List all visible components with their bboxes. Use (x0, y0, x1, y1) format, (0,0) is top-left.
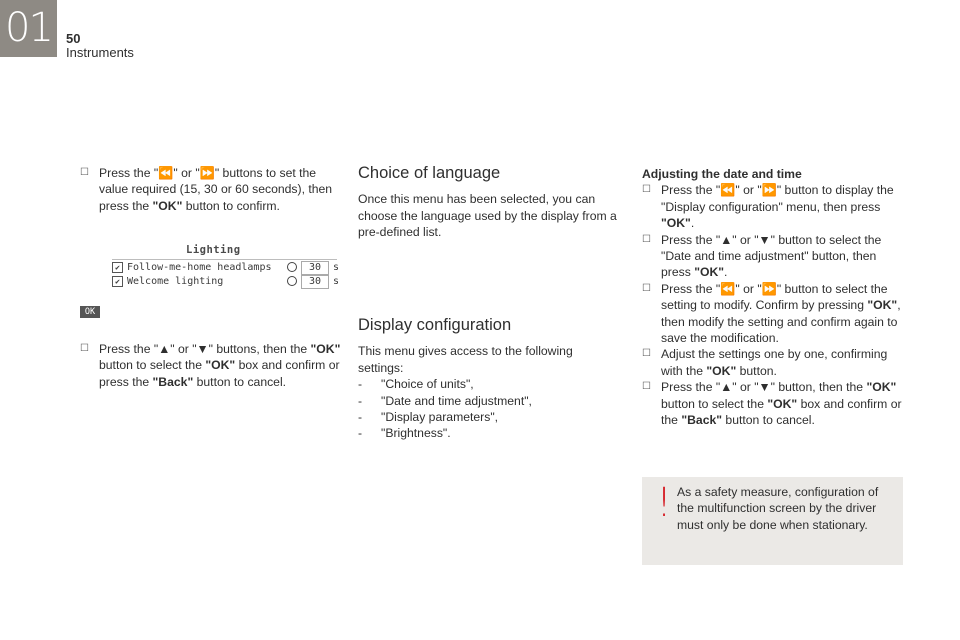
seek-right-icon: ⏩ (761, 281, 777, 296)
up-arrow-icon: ▲ (720, 232, 733, 247)
list-item: ☐ Press the "▲" or "▼" button, then the "OK" button to select the "OK" box and confirm or the "Back" button to cancel. (642, 380, 902, 428)
warning-text: As a safety measure, configuration of the multifunction screen by the driver must only be done when stationary. (677, 485, 879, 532)
screen-title: Lighting (186, 244, 241, 257)
display-configuration-heading: Display configuration (358, 316, 512, 334)
date-time-heading: Adjusting the date and time (642, 167, 802, 181)
row-label: Welcome lighting (127, 276, 224, 288)
bullet-icon: ☐ (642, 381, 651, 393)
seek-left-icon: ⏪ (720, 183, 736, 198)
list-item: - "Display parameters", (358, 410, 499, 425)
up-arrow-icon: ▲ (158, 342, 171, 356)
row-value: 30 (301, 275, 329, 289)
up-arrow-icon: ▲ (720, 380, 733, 395)
seek-right-icon: ⏩ (199, 166, 215, 180)
step-set-duration: ☐ Press the "⏪" or "⏩" buttons to set the value required (15, 30 or 60 seconds), then press the "OK" button to confirm. (80, 166, 333, 213)
column-2 (358, 165, 620, 241)
checkbox-checked-icon: ✔ (112, 276, 123, 287)
chapter-tab: 01 (0, 0, 57, 57)
bullet-icon: ☐ (642, 184, 651, 196)
checkbox-checked-icon: ✔ (112, 262, 123, 273)
clock-icon (287, 262, 297, 272)
screen-row (112, 259, 340, 275)
list-item: - "Brightness". (358, 426, 451, 441)
page-number: 50 (66, 31, 81, 46)
screen-ok-button: OK (80, 306, 100, 318)
bullet-icon: ☐ (642, 233, 651, 245)
list-item: ☐ Press the "⏪" or "⏩" button to select the setting to modify. Confirm by pressing "OK", then modify the setting and confirm again to save the modification. (642, 281, 901, 346)
row-value: 30 (301, 261, 329, 275)
down-arrow-icon: ▼ (758, 232, 771, 247)
list-item: ☐ Adjust the settings one by one, confirming with the "OK" button. (642, 347, 888, 378)
clock-icon (287, 276, 297, 286)
row-unit: s (333, 276, 340, 288)
list-item: - "Date and time adjustment", (358, 393, 532, 408)
section-title: Instruments (66, 45, 134, 60)
choice-of-language-text: Once this menu has been selected, you can choose the language used by the display from a pre-defined list. (358, 192, 617, 240)
list-item: - "Choice of units", (358, 377, 474, 392)
seek-left-icon: ⏪ (158, 166, 174, 180)
bullet-icon: ☐ (80, 343, 89, 354)
step-confirm: ☐ Press the "▲" or "▼" buttons, then the "OK" button to select the "OK" box and confirm or press the "Back" button to cancel. (80, 342, 341, 389)
down-arrow-icon: ▼ (758, 380, 771, 395)
row-unit: s (333, 262, 340, 274)
seek-right-icon: ⏩ (761, 183, 777, 198)
display-configuration-section (358, 317, 620, 442)
down-arrow-icon: ▼ (196, 342, 209, 356)
list-item: ☐ Press the "▲" or "▼" button to select the "Date and time adjustment" button, then press "OK". (642, 232, 882, 280)
seek-left-icon: ⏪ (720, 281, 736, 296)
screen-row (112, 274, 340, 289)
list-item: ☐ Press the "⏪" or "⏩" button to display the "Display configuration" menu, then press "OK". (642, 183, 894, 231)
bullet-icon: ☐ (642, 348, 651, 360)
bullet-icon: ☐ (642, 282, 651, 294)
safety-warning-box (642, 477, 903, 565)
warning-icon: ! (656, 480, 673, 526)
bullet-icon: ☐ (80, 167, 89, 178)
column-3 (642, 166, 907, 429)
row-label: Follow-me-home headlamps (127, 262, 272, 274)
column-1 (80, 165, 345, 302)
choice-of-language-heading: Choice of language (358, 164, 501, 182)
display-configuration-intro: This menu gives access to the following settings: (358, 344, 573, 375)
lighting-screen (82, 242, 340, 302)
column-1-lower (80, 341, 345, 390)
